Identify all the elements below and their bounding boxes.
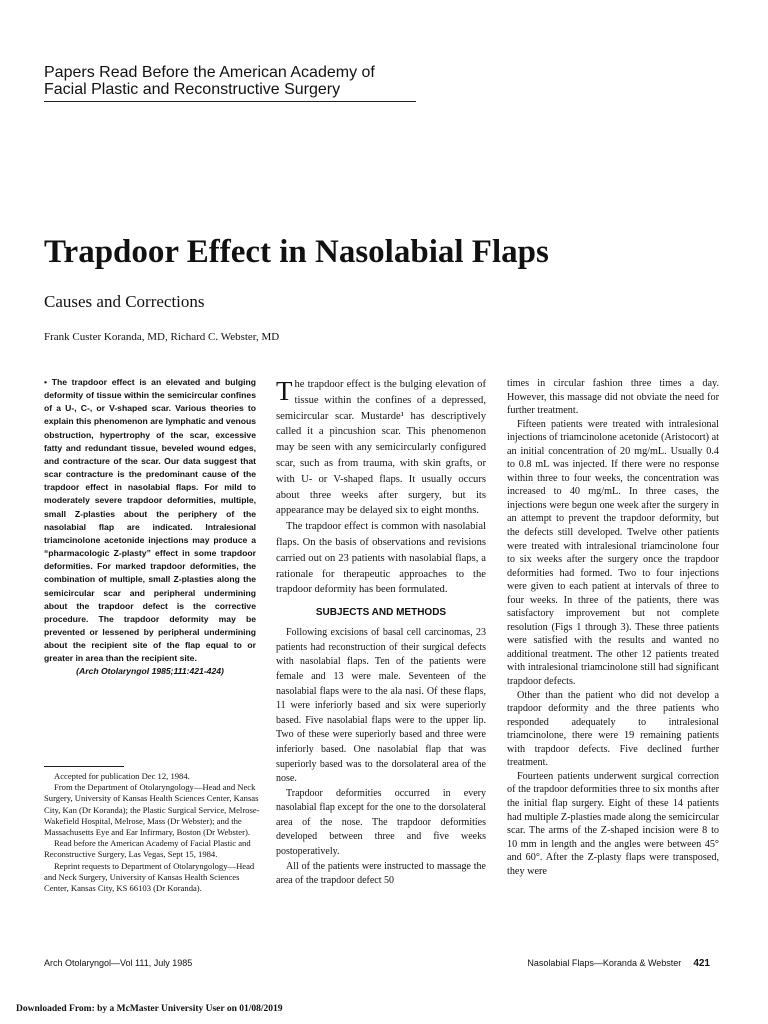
running-title: Nasolabial Flaps—Koranda & Webster <box>527 958 682 968</box>
methods-paragraph-2: Trapdoor deformities occurred in every nasolabial flap except for the one to the dorsolateral area of the nose. The trapdoor deformities developed between three and five weeks postoperatively. <box>276 787 486 858</box>
footnote-read-before: Read before the American Academy of Facial Plastic and Reconstructive Surgery, Las Vegas, Sept 15, 1984. <box>44 838 251 860</box>
body-column-3 <box>507 377 719 878</box>
series-line-2: Facial Plastic and Reconstructive Surgery <box>44 81 341 98</box>
methods-paragraph-1: Following excisions of basal cell carcinomas, 23 patients had reconstruction of their surgical defects with nasolabial flaps. Ten of the patients were female and 13 were male. Seventeen of the nasolabial flaps were to the ala nasi. Of these flaps, 11 were inferiorly based and six were superiorly based. Five nasolabial flaps were to the upper lip. Two of these were superiorly based and three were inferiorly based. One nasolabial flap that was superiorly based was to the dorsolateral area of the nose. <box>276 627 486 785</box>
footnote-reprints: Reprint requests to Department of Otolaryngology—Head and Neck Surgery, University of Kansas Health Sciences Center, Kansas City, KS 66103 (Dr Koranda). <box>44 860 255 894</box>
article-title: Trapdoor Effect in Nasolabial Flaps <box>44 234 549 270</box>
intro-paragraph-2: The trapdoor effect is common with nasolabial flaps. On the basis of observations and revisions carried out on 23 patients with nasolabial flaps, a rationale for therapeutic approaches to the trapdoor deformity has been formulated. <box>276 521 486 596</box>
column3-paragraph-3: Other than the patient who did not develop a trapdoor deformity and the three patients who responded adequately to intralesional triamcinolone, there were 19 remaining patients with trapdoor defects. Five declined further treatment. <box>507 689 719 769</box>
column3-paragraph-2: Fifteen patients were treated with intralesional injections of triamcinolone acetonide (Aristocort) at an initial concentration of 20 mg/mL. Usually 0.4 to 0.8 mL was injected. If there were no response within three to four weeks, the concentration was increased to 40 mg/mL. In three cases, the injections were begun one week after the surgery in an attempt to prevent the trapdoor deformity, but the defects still developed. Twelve other patients were treated with intralesional triamcinolone four to six weeks after the surgery once the trapdoor deformities had formed. Two to four injections were given to each patient at intervals of three to four weeks. In three of the patients, there was satisfactory improvement but not complete resolution (Figs 1 through 3). These three patients were satisfied with the results and wanted no additional treatment. The other 12 patients treated with intralesional triamcinolone still had significant trapdoor defects. <box>507 418 719 688</box>
drop-cap: T <box>276 376 293 406</box>
article-subtitle: Causes and Corrections <box>44 292 205 311</box>
section-heading-methods: SUBJECTS AND METHODS <box>315 607 447 619</box>
abstract <box>44 376 256 679</box>
article-authors: Frank Custer Koranda, MD, Richard C. Webster, MD <box>44 331 280 343</box>
footer-journal: Arch Otolaryngol—Vol 111, July 1985 <box>44 958 193 968</box>
intro-text: he trapdoor effect is the bulging elevation of tissue within the confines of a depressed, semicircular scar. Mustarde¹ has descriptively called it a pincushion scar. This phenomenon may be seen with any semicircularly configured scar, such as from trauma, with skin grafts, or with U- or V-shaped flaps. It usually occurs about three weeks after surgery, but its appearance may be delayed six to eight months. <box>276 379 486 517</box>
series-header <box>44 64 416 98</box>
body-column-2 <box>276 377 486 889</box>
page-number: 421 <box>693 958 710 969</box>
column3-paragraph-1: times in circular fashion three times a day. However, this massage did not obviate the need for further treatment. <box>507 378 719 417</box>
abstract-citation: (Arch Otolaryngol 1985;111:421-424) <box>76 666 224 677</box>
download-note: Downloaded From: by a McMaster University User on 01/08/2019 <box>16 1004 283 1014</box>
footnote-accepted: Accepted for publication Dec 12, 1984. <box>54 771 190 781</box>
intro-paragraph <box>276 377 486 519</box>
column3-paragraph-4: Fourteen patients underwent surgical correction of the trapdoor deformities three to six months after the initial flap surgery. Eight of these 14 patients had multiple Z-plasties made along the semicircular scar. The arms of the Z-shaped incision were 8 to 10 mm in length and the angles were between 45° and 60°. After the Z-plasty flaps were transposed, they were <box>507 770 719 877</box>
footer-running-title <box>527 958 710 969</box>
footnotes <box>44 771 262 894</box>
abstract-text: • The trapdoor effect is an elevated and bulging deformity of tissue within the semicircular confines of a U-, C-, or V-shaped scar. Various theories to explain this phenomenon are lymphatic and venous obstruction, hypertrophy of the scar, excessive fatty and redundant tissue, beveled wound edges, and contracture of the scar. Our data suggest that scar contracture is the predominant cause of the trapdoor effect in nasolabial flaps. For mild to moderately severe trapdoor deformities, multiple, small Z-plasties about the periphery of the nasolabial flap are indicated. Intralesional triamcinolone acetonide injections may produce a “pharmacologic Z-plasty” effect in some trapdoor deformities. For marked trapdoor deformities, the combination of multiple, small Z-plasties along the semicircular scar and peripheral undermining about the trapdoor defect is the corrective procedure. The trapdoor deformity may be prevented or lessened by peripheral undermining about the recipient site of the flap equal to or greater in area than the recipient site. <box>44 377 256 664</box>
series-divider <box>44 101 416 102</box>
series-line-1: Papers Read Before the American Academy of <box>44 64 375 81</box>
footnote-divider <box>44 766 124 767</box>
methods-paragraph-3: All of the patients were instructed to massage the area of the trapdoor defect 50 <box>276 860 486 887</box>
footnote-affiliation: From the Department of Otolaryngology—Head and Neck Surgery, University of Kansas Health Sciences Center, Kansas City, Kan (Dr Koranda); the Plastic Surgical Service, Melrose-Wakefield Hospital, Melrose, Mass (Dr Webster); and the Massachusetts Eye and Ear Infirmary, Boston (Dr Webster). <box>44 782 260 838</box>
